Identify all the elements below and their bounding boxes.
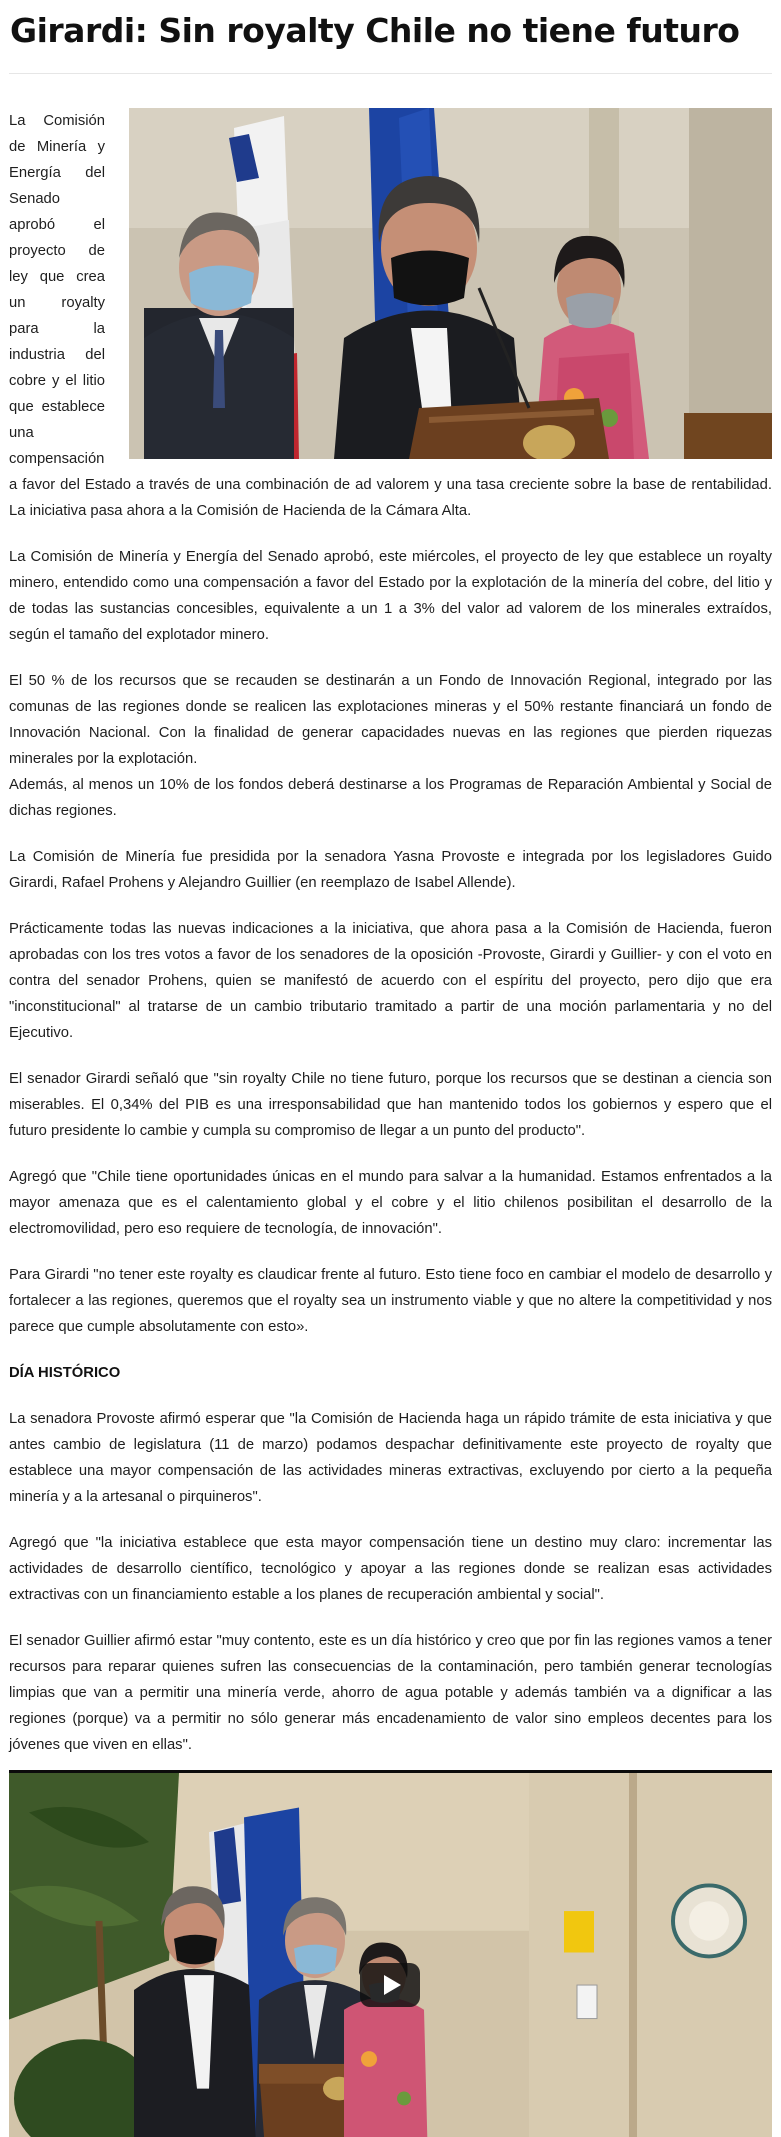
paragraph-6: El senador Girardi señaló que "sin royalty Chile no tiene futuro, porque los recursos que se destinan a ciencia son miserables. El 0,34% del PIB es una irresponsabilidad que han mantenido todos los gobiernos y espero que el futuro presidente lo cambie y cumpla su compromiso de llegar a un punto del producto". xyxy=(9,1071,772,1139)
play-icon[interactable] xyxy=(360,1963,420,2007)
paragraph-8: Para Girardi "no tener este royalty es claudicar frente al futuro. Esto tiene foco en cambiar el modelo de desarrollo y fortalecer a las regiones, queremos que el royalty sea un instrumento viable y que no altere la competitividad y nos parece que cumple absolutamente con esto». xyxy=(9,1267,772,1335)
paragraph-9: La senadora Provoste afirmó esperar que "la Comisión de Hacienda haga un rápido trámite de esta iniciativa y que antes cambio de legislatura (11 de marzo) podamos despachar definitivamente este proyecto de royalty que establece una mayor compensación de las actividades mineras extractivas, excluyendo por cierto a la pequeña minería y a la artesanal o pirquineros". xyxy=(9,1411,772,1505)
paragraph-11: El senador Guillier afirmó estar "muy contento, este es un día histórico y creo que por fin las regiones vamos a tener recursos para reparar quienes sufren las consecuencias de la contaminación, pero también generar tecnologías limpias que van a permitir una minería verde, ahorro de agua potable y además también va a dignificar a las regiones (porque) va a permitir no sólo generar más encadenamiento de valor sino empleos decentes para los jóvenes que viven en ellas". xyxy=(9,1633,772,1753)
paragraph-10: Agregó que "la iniciativa establece que esta mayor compensación tiene un destino muy claro: incrementar las actividades de desarrollo científico, tecnológico y apoyar a las regiones donde se realizan esas actividades extractivas con un financiamiento estable a los planes de recuperación ambiental y social". xyxy=(9,1535,772,1603)
paragraph-7: Agregó que "Chile tiene oportunidades únicas en el mundo para salvar a la humanidad. Estamos enfrentados a la mayor amenaza que es el calentamiento global y el cobre y el litio chilenos posibilitan el desarrollo de la electromovilidad, pero eso requiere de tecnología, de innovación". xyxy=(9,1169,772,1237)
lead-paragraph: La Comisión de Minería y Energía del Senado aprobó el proyecto de ley que crea un royalty para la industria del cobre y el litio que establece una compensación a favor del Estado a través de una combinación de ad valorem y una tasa creciente sobre la base de rentabilidad. La iniciativa pasa ahora a la Comisión de Hacienda de la Cámara Alta. xyxy=(9,113,772,519)
lead-section xyxy=(9,108,772,524)
video-thumbnail xyxy=(9,1773,772,2137)
paragraph-1: La Comisión de Minería y Energía del Senado aprobó, este miércoles, el proyecto de ley que establece un royalty minero, entendido como una compensación a favor del Estado por la explotación de la minería del cobre, del litio y de todas las sustancias concesibles, equivalente a un 1 a 3% del valor ad valorem de los minerales extraídos, según el tamaño del explotador minero. xyxy=(9,549,772,643)
paragraph-2: El 50 % de los recursos que se recauden se destinarán a un Fondo de Innovación Regional, integrado por las comunas de las regiones donde se realicen las explotaciones mineras y el 50% restante financiará un fondo de Innovación Nacional. Con la finalidad de generar capacidades nuevas en las regiones que pierden riquezas minerales por la explotación. xyxy=(9,673,772,767)
paragraph-4: La Comisión de Minería fue presidida por la senadora Yasna Provoste e integrada por los legisladores Guido Girardi, Rafael Prohens y Alejandro Guillier (en reemplazo de Isabel Allende). xyxy=(9,849,772,891)
press-conference-photo xyxy=(129,108,772,459)
video-player[interactable] xyxy=(9,1770,772,2137)
title-divider xyxy=(9,73,772,74)
lead-photo xyxy=(129,108,772,459)
paragraph-5: Prácticamente todas las nuevas indicaciones a la iniciativa, que ahora pasa a la Comisión de Hacienda, fueron aprobadas con los tres votos a favor de los senadores de la oposición -Provoste, Girardi y Guillier- y con el voto en contra del senador Prohens, quien se manifestó de acuerdo con el espíritu del proyecto, pero dijo que era "inconstitucional" al tratarse de un cambio tributario tramitado a partir de una moción parlamentaria y no del Ejecutivo. xyxy=(9,921,772,1041)
section-heading: DÍA HISTÓRICO xyxy=(9,1365,121,1381)
article-title: Girardi: Sin royalty Chile no tiene futuro xyxy=(10,11,740,50)
article-body xyxy=(9,108,772,1758)
paragraph-3: Además, al menos un 10% de los fondos deberá destinarse a los Programas de Reparación Ambiental y Social de dichas regiones. xyxy=(9,777,772,819)
